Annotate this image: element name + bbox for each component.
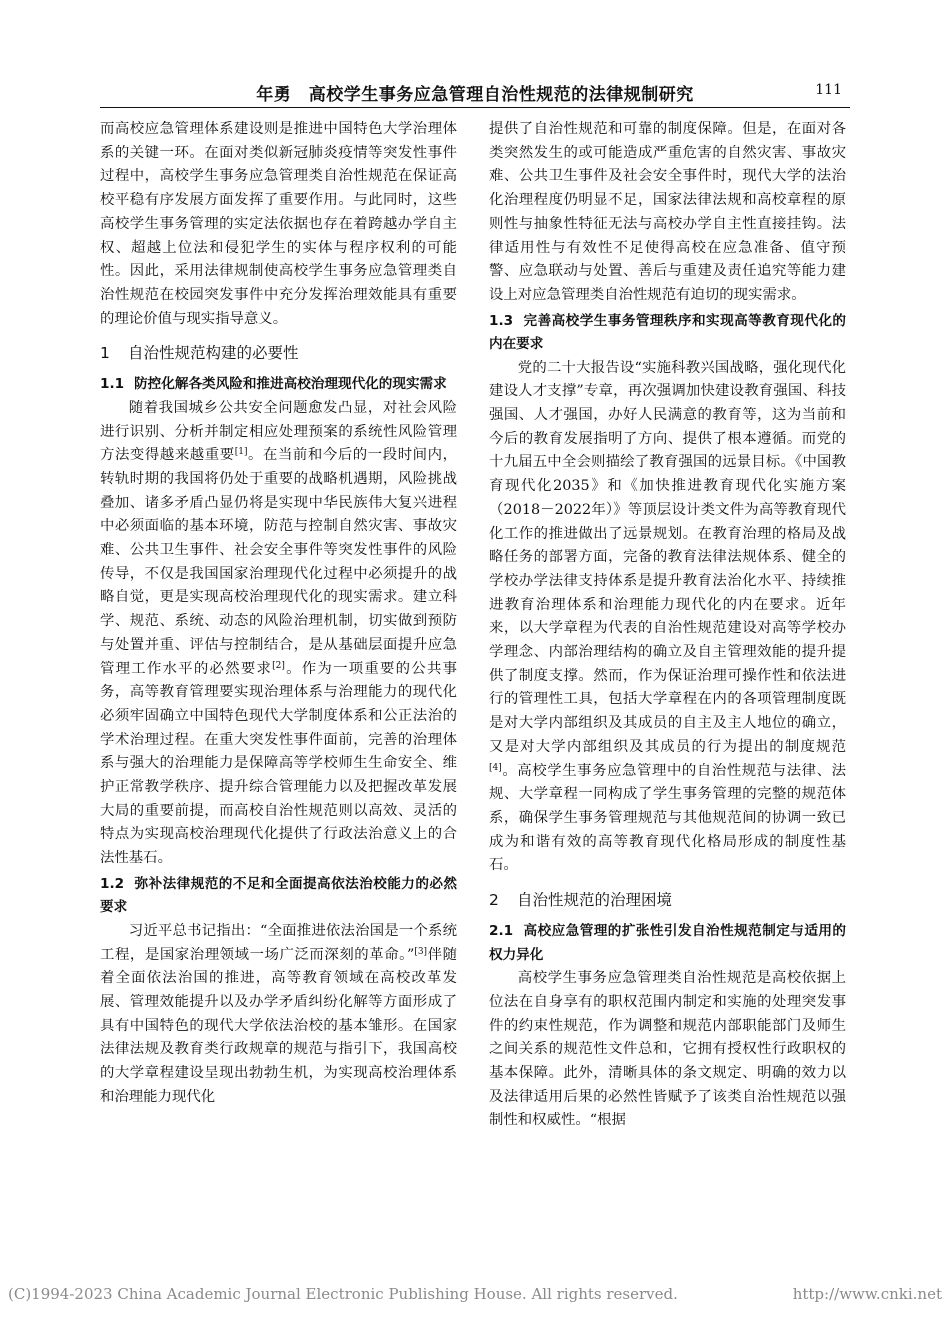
- paragraph-text: 伴随着全面依法治国的推进，高等教育领域在高校改革发展、管理效能提升以及办学矛盾纠纷化解等方面形成了具有中国特色的现代大学依法治校的基本雏形。在国家法律法规及教育类行政规章的规范与指引下，我国高校的大学章程建设呈现出勃勃生机，为实现高校治理体系和治理能力现代化: [100, 946, 457, 1105]
- paragraph-text: 。在当前和今后的一段时间内，转轨时期的我国将仍处于重要的战略机遇期，风险挑战叠加、诸多矛盾凸显仍将是实现中华民族伟大复兴进程中必须面临的基本环境，防范与控制自然灾害、事故灾难、公共卫生事件、社会安全事件等突发性事件的风险传导，不仅是我国国家治理现代化过程中必须提升的战略自觉，更是实现高校治理现代化的现实需求。建立科学、规范、系统、动态的风险治理机制，切实做到预防与处置并重、评估与控制结合，是从基础层面提升应急管理工作水平的必然要求: [100, 447, 457, 677]
- section-1-heading: [100, 341, 457, 365]
- footer-url: http://www.cnki.net: [792, 1285, 942, 1303]
- right-column: [489, 118, 846, 1133]
- paragraph-text: 党的二十大报告设“实施科教兴国战略，强化现代化建设人才支撑”专章，再次强调加快建设教育强国、科技强国、人才强国，办好人民满意的教育等，这为当前和今后的教育发展指明了方向、提供了根本遵循。而党的十九届五中全会则描绘了教育强国的远景目标。《中国教育现代化2035》和《加快推进教育现代化实施方案（2018－2022年）》等顶层设计类文件为高等教育现代化工作的推进做出了远景规划。在教育治理的格局及战略任务的部署方面，完备的教育法律法规体系、健全的学校办学法律支持体系是提升教育法治化水平、持续推进教育治理体系和治理能力现代化的内在要求。近年来，以大学章程为代表的自治性规范建设对高等学校办学理念、内部治理结构的确立及自主管理效能的提升提供了制度支撑。然而，作为保证治理可操作性和依法进行的管理性工具，包括大学章程在内的各项管理制度既是对大学内部组织及其成员的自主及主人地位的确立，又是对大学内部组织及其成员的行为提出的制度规范: [489, 359, 846, 755]
- subsection-title: 完善高校学生事务管理秩序和实现高等教育现代化的内在要求: [489, 312, 846, 353]
- page-footer: [8, 1285, 942, 1303]
- subsection-1-3-heading: [489, 310, 846, 357]
- subsection-number: 2.1: [489, 923, 514, 940]
- citation-ref: [4]: [489, 762, 502, 773]
- subsection-number: 1.3: [489, 312, 514, 329]
- left-column: [100, 118, 457, 1110]
- intro-paragraph: 而高校应急管理体系建设则是推进中国特色大学治理体系的关键一环。在面对类似新冠肺炎疫情等突发性事件过程中，高校学生事务应急管理类自治性规范在保证高校平稳有序发展方面发挥了重要作用。与此同时，这些高校学生事务管理的实定法依据也存在着跨越办学自主权、超越上位法和侵犯学生的实体与程序权利的可能性。因此，采用法律规制使高校学生事务应急管理类自治性规范在校园突发事件中充分发挥治理效能具有重要的理论价值与现实指导意义。: [100, 121, 457, 327]
- citation-ref: [1]: [234, 447, 248, 458]
- citation-ref: [3]: [414, 946, 428, 957]
- citation-ref: [2]: [272, 660, 285, 671]
- section-2-heading: [489, 888, 846, 912]
- running-title: 年勇 高校学生事务应急管理自治性规范的法律规制研究: [256, 85, 694, 105]
- subsection-number: 1.2: [100, 875, 125, 892]
- paragraph-text: 。作为一项重要的公共事务，高等教育管理要实现治理体系与治理能力的现代化必须牢固确立中国特色现代大学制度体系和公正法治的学术治理过程。在重大突发性事件面前，完善的治理体系与强大的治理能力是保障高等学校师生生命安全、维护正常教学秩序、提升综合管理能力以及把握改革发展大局的重要前提，而高校自治性规范则以高效、灵活的特点为实现高校治理现代化提供了行政法治意义上的合法性基石。: [100, 660, 457, 867]
- section-number: 2: [489, 891, 499, 910]
- paragraph-1-2: [100, 920, 457, 1110]
- paragraph-1-3: [489, 357, 846, 878]
- page-number: 111: [815, 82, 842, 98]
- header-rule: [100, 107, 850, 108]
- subsection-number: 1.1: [100, 376, 125, 393]
- subsection-1-1-heading: [100, 373, 457, 397]
- paragraph-text: 。高校学生事务应急管理中的自治性规范与法律、法规、大学章程一同构成了学生事务管理的完整的规范体系，确保学生事务管理规范与其他规范间的协调一致已成为和谐有效的高等教育现代化格局形成的制度性基石。: [489, 762, 846, 874]
- section-title: 自治性规范构建的必要性: [128, 344, 299, 363]
- subsection-title: 防控化解各类风险和推进高校治理现代化的现实需求: [134, 376, 447, 393]
- section-title: 自治性规范的治理困境: [517, 891, 673, 910]
- copyright-notice: (C)1994-2023 China Academic Journal Electronic Publishing House. All rights reserved.: [8, 1285, 678, 1303]
- subsection-2-1-heading: [489, 920, 846, 967]
- paragraph-text: 习近平总书记指出：“全面推进依法治国是一个系统工程，是国家治理领域一场广泛而深刻的革命。”: [100, 922, 457, 963]
- subsection-title: 弥补法律规范的不足和全面提高依法治校能力的必然要求: [100, 875, 457, 916]
- section-number: 1: [100, 344, 110, 363]
- subsection-title: 高校应急管理的扩张性引发自治性规范制定与适用的权力异化: [489, 923, 846, 963]
- subsection-1-2-heading: [100, 873, 457, 920]
- paragraph-text: 随着我国城乡公共安全问题愈发凸显，对社会风险进行识别、分析并制定相应处理预案的系统性风险管理方法变得越来越重要: [100, 399, 457, 464]
- paragraph-2-1: 高校学生事务应急管理类自治性规范是高校依据上位法在自身享有的职权范围内制定和实施的处理突发事件的约束性规范，作为调整和规范内部职能部门及师生之间关系的规范性文件总和，它拥有授权性行政职权的基本保障。此外，清晰具体的条文规定、明确的效力以及法律适用后果的必然性皆赋予了该类自治性规范以强制性和权威性。“根据: [489, 970, 846, 1129]
- paragraph-1-2-continued: 提供了自治性规范和可靠的制度保障。但是，在面对各类突然发生的或可能造成严重危害的自然灾害、事故灾难、公共卫生事件及社会安全事件时，现代大学的法治化治理程度仍明显不足，国家法律法规和高校章程的原则性与抽象性特征无法与高校办学自主性直接挂钩。法律适用性与有效性不足使得高校在应急准备、值守预警、应急联动与处置、善后与重建及责任追究等能力建设上对应急管理类自治性规范有迫切的现实需求。: [489, 121, 846, 303]
- running-header: [100, 76, 850, 108]
- paragraph-1-1: [100, 397, 457, 871]
